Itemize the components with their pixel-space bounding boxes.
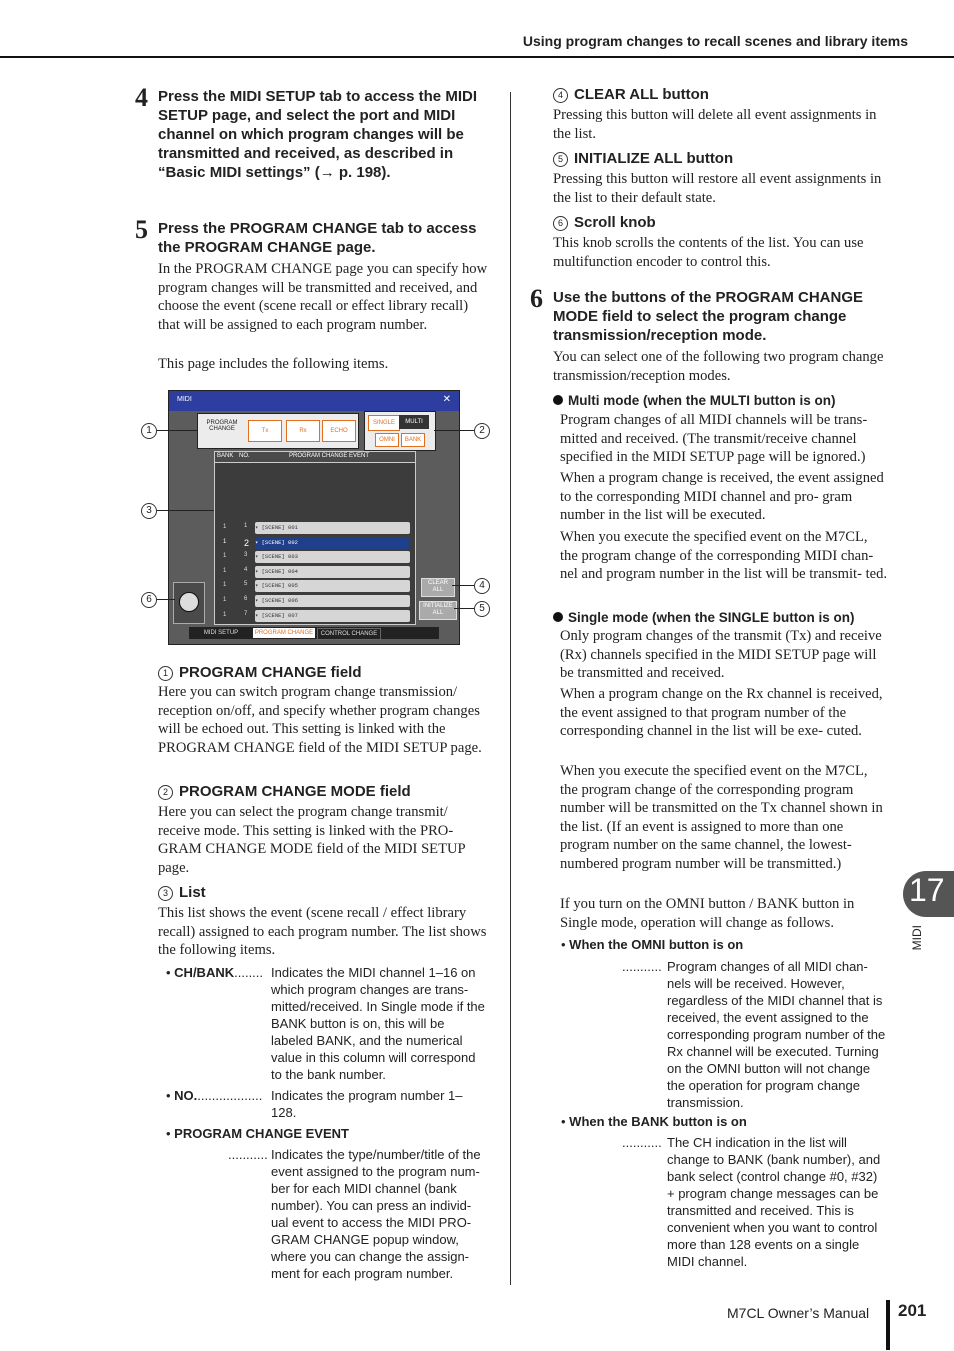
row-number: 6 — [244, 596, 248, 602]
item-description: This knob scrolls the contents of the list. You can use multifunction encoder to control this. — [553, 235, 864, 270]
item-heading — [553, 214, 656, 231]
callout-6: 6 — [141, 592, 157, 608]
row-bank: 1 — [223, 538, 227, 545]
term-label: NO. — [174, 1088, 198, 1103]
leader-dots: .................. — [197, 1088, 263, 1103]
item-heading — [553, 86, 709, 103]
paragraph: When you execute the specified event on the M7CL, the program change of the corresponding program number will be transmitted on the Tx channel shown in the list. (If an event is assigned to more than one program number on the same channel, the lowest- numbered program number will be transmitted.) — [560, 763, 883, 872]
item-description: Pressing this button will delete all event assignments in the list. — [553, 107, 877, 142]
leader-dots: ........ — [234, 965, 264, 980]
bullet-icon — [553, 395, 563, 405]
item-description: Here you can select the program change transmit/ receive mode. This setting is linked with the PRO- GRAM CHANGE MODE field of the MIDI SETUP page. — [158, 804, 466, 876]
definition-text: Indicates the MIDI channel 1–16 on which program changes are trans- mitted/received. In Single mode if the BANK button is on, this will be labeled BANK, and the numerical value in this column will correspond to the bank number. — [271, 965, 485, 1082]
midi-program-change-screenshot — [168, 390, 460, 645]
leader-dots: ........... — [622, 1135, 662, 1150]
echo-button[interactable]: ECHO — [322, 420, 356, 442]
close-icon[interactable]: ✕ — [442, 394, 451, 405]
tab-program-change[interactable]: PROGRAM CHANGE — [254, 630, 314, 636]
item-description: Here you can switch program change transmission/ reception on/off, and specify whether program changes will be echoed out. This setting is linked with the PROGRAM CHANGE field of the MIDI SETUP page. — [158, 684, 482, 756]
page-number: 201 — [898, 1301, 927, 1320]
list-item[interactable]: ▾ [SCENE] 005 — [255, 580, 410, 592]
tab-midi-setup[interactable]: MIDI SETUP — [203, 630, 239, 636]
item-number: 4 — [553, 88, 568, 103]
row-bank: 1 — [223, 611, 227, 618]
item-heading — [158, 884, 206, 901]
bank-button[interactable]: BANK — [401, 433, 425, 447]
omni-button[interactable]: OMNI — [375, 433, 399, 447]
paragraph: This page includes the following items. — [158, 356, 389, 372]
subheading — [553, 393, 893, 408]
item-number: 6 — [553, 216, 568, 231]
multi-button[interactable]: MULTI — [399, 415, 429, 429]
scroll-knob[interactable] — [179, 592, 199, 612]
callout-2: 2 — [474, 423, 490, 439]
list-item[interactable]: ▾ [SCENE] 007 — [255, 610, 410, 622]
definition-text: Indicates the program number 1– 128. — [271, 1088, 463, 1120]
callout-line — [454, 608, 474, 609]
callout-5: 5 — [474, 601, 490, 617]
callout-line — [157, 599, 175, 600]
list-item[interactable]: ▾ [SCENE] 004 — [255, 566, 410, 578]
item-title: PROGRAM CHANGE field — [179, 664, 362, 681]
program-change-mode-field — [364, 411, 436, 451]
callout-4: 4 — [474, 578, 490, 594]
rx-button[interactable]: Rx — [286, 420, 320, 442]
list-item[interactable]: ▾ [SCENE] 003 — [255, 551, 410, 563]
item-title: List — [179, 884, 206, 901]
definition-term: • PROGRAM CHANGE EVENT — [166, 1126, 349, 1141]
row-number: 4 — [244, 566, 248, 573]
item-number: 3 — [158, 886, 173, 901]
running-header: Using program changes to recall scenes and library items — [522, 33, 908, 49]
program-change-field — [197, 413, 359, 449]
row-number: 1 — [244, 523, 248, 529]
callout-1: 1 — [141, 423, 157, 439]
definition-term: • When the BANK button is on — [561, 1114, 747, 1129]
step-instruction: Press the PROGRAM CHANGE tab to access the PROGRAM CHANGE page. — [158, 220, 477, 256]
subheading-text: Single mode (when the SINGLE button is on) — [568, 610, 855, 625]
row-number: 3 — [244, 552, 248, 559]
clear-all-button[interactable]: CLEAR ALL — [421, 578, 455, 597]
paragraph: In the PROGRAM CHANGE page you can specify how program changes will be transmitted and received, and choose the event (scene recall or effect library recall) that will be assigned to each program number. — [158, 261, 488, 333]
item-title: Scroll knob — [574, 214, 656, 231]
row-number: 7 — [244, 610, 248, 617]
paragraph: When you execute the specified event on the M7CL, the program change of the corresponding MIDI chan- nel and program number in the list will be transmit- ted. — [560, 529, 888, 583]
definition-term: • NO................... — [166, 1088, 263, 1103]
program-change-list — [214, 451, 416, 625]
term-label: CH/BANK — [174, 965, 235, 980]
step-number: 5 — [135, 215, 148, 244]
list-item[interactable]: ▾ [SCENE] 002 — [255, 537, 410, 549]
callout-line — [157, 430, 197, 431]
list-item[interactable]: ▾ [SCENE] 006 — [255, 595, 410, 607]
definition-text: Indicates the type/number/title of the event assigned to the program num- ber for each MIDI channel (bank number). You can press an individ- ual event to access the MIDI PRO- GRAM CHANGE popup window, where you can change the assign- ment for each program number. — [271, 1147, 481, 1281]
tx-button[interactable]: Tx — [248, 420, 282, 442]
single-button[interactable]: SINGLE — [368, 415, 400, 431]
item-description: This list shows the event (scene recall / effect library recall) assigned to each program number. The list shows the following items. — [158, 905, 487, 959]
leader-dots: ........... — [622, 959, 662, 974]
column-header-event: PROGRAM CHANGE EVENT — [289, 453, 370, 459]
callout-line — [452, 585, 474, 586]
list-item[interactable]: ▾ [SCENE] 001 — [255, 522, 410, 534]
chapter-number: 17 — [909, 872, 945, 908]
column-header-bank: BANK — [217, 453, 234, 459]
paragraph: When a program change is received, the event assigned to the corresponding MIDI channel and pro- gram number in the list will be executed. — [560, 470, 884, 524]
term-label: When the BANK button is on — [569, 1114, 747, 1129]
window-titlebar — [169, 391, 459, 411]
tab-bar — [189, 627, 439, 639]
item-number: 5 — [553, 152, 568, 167]
callout-3: 3 — [141, 503, 157, 519]
definition-term: • When the OMNI button is on — [561, 937, 744, 952]
item-title: CLEAR ALL button — [574, 86, 709, 103]
subheading — [553, 610, 893, 625]
item-title: PROGRAM CHANGE MODE field — [179, 783, 411, 800]
step-instruction: Press the MIDI SETUP tab to access the MIDI SETUP page, and select the port and MIDI channel on which program changes will be transmitted and received, as described in “Basic MIDI settings” (→ p. 198). — [158, 88, 477, 181]
row-number: 2 — [244, 537, 250, 548]
column-divider — [510, 92, 511, 1285]
item-heading — [158, 664, 362, 681]
term-label: PROGRAM CHANGE EVENT — [174, 1126, 349, 1141]
callout-line — [434, 430, 474, 431]
subheading-text: Multi mode (when the MULTI button is on) — [568, 393, 836, 408]
row-number: 5 — [244, 581, 248, 588]
item-number: 1 — [158, 666, 173, 681]
row-bank: 1 — [223, 597, 227, 603]
callout-line — [157, 510, 214, 511]
item-number: 2 — [158, 785, 173, 800]
paragraph: When a program change on the Rx channel is received, the event assigned to that program number of the corresponding channel in the list will be exe- cuted. — [560, 686, 883, 740]
paragraph: If you turn on the OMNI button / BANK button in Single mode, operation will change as follows. — [560, 896, 855, 931]
definition-text: Program changes of all MIDI chan- nels will be received. However, regardless of the MIDI channel that is received, the event assigned to the corresponding program number of the Rx channel will be executed. Turning on the OMNI button will not change the operation for program change transmission. — [667, 959, 886, 1110]
window-title: MIDI — [177, 396, 192, 403]
chapter-label: MIDI — [910, 925, 924, 951]
column-header-no: NO. — [239, 453, 250, 459]
item-description: Pressing this button will restore all event assignments in the list to their default state. — [553, 171, 882, 206]
header-rule — [0, 56, 954, 58]
tab-control-change[interactable]: CONTROL CHANGE — [317, 628, 381, 640]
item-heading — [553, 150, 733, 167]
definition-term: • CH/BANK........ — [166, 965, 264, 980]
row-bank: 1 — [223, 524, 227, 530]
footer-bar — [886, 1300, 890, 1350]
list-header — [215, 452, 415, 463]
step-number: 4 — [135, 83, 148, 112]
paragraph: Only program changes of the transmit (Tx) and receive (Rx) channels specified in the MIDI SETUP page will be transmitted and received. — [560, 628, 882, 682]
item-heading — [158, 783, 411, 800]
paragraph: You can select one of the following two program change transmission/reception modes. — [553, 349, 884, 384]
program-change-label: PROGRAM CHANGE — [206, 420, 238, 432]
row-bank: 1 — [223, 582, 227, 589]
term-label: When the OMNI button is on — [569, 937, 744, 952]
manual-title: M7CL Owner’s Manual — [727, 1305, 870, 1321]
step-instruction: Use the buttons of the PROGRAM CHANGE MODE field to select the program change transmission/reception mode. — [553, 289, 863, 344]
step-number: 6 — [530, 284, 543, 313]
item-title: INITIALIZE ALL button — [574, 150, 734, 167]
row-bank: 1 — [223, 567, 227, 574]
leader-dots: ........... — [228, 1147, 268, 1162]
row-bank: 1 — [223, 553, 227, 560]
initialize-all-button[interactable]: INITIALIZE ALL — [419, 601, 457, 620]
paragraph: Program changes of all MIDI channels will be trans- mitted and received. (The transmit/receive channel specified in the MIDI SETUP page will be ignored.) — [560, 412, 868, 466]
bullet-icon — [553, 612, 563, 622]
scroll-knob-frame — [173, 582, 205, 624]
definition-text: The CH indication in the list will change to BANK (bank number), and bank select (control change #0, #32) + program change messages can be transmitted and received. This is convenient when you want to control more than 128 events on a single MIDI channel. — [667, 1135, 881, 1269]
